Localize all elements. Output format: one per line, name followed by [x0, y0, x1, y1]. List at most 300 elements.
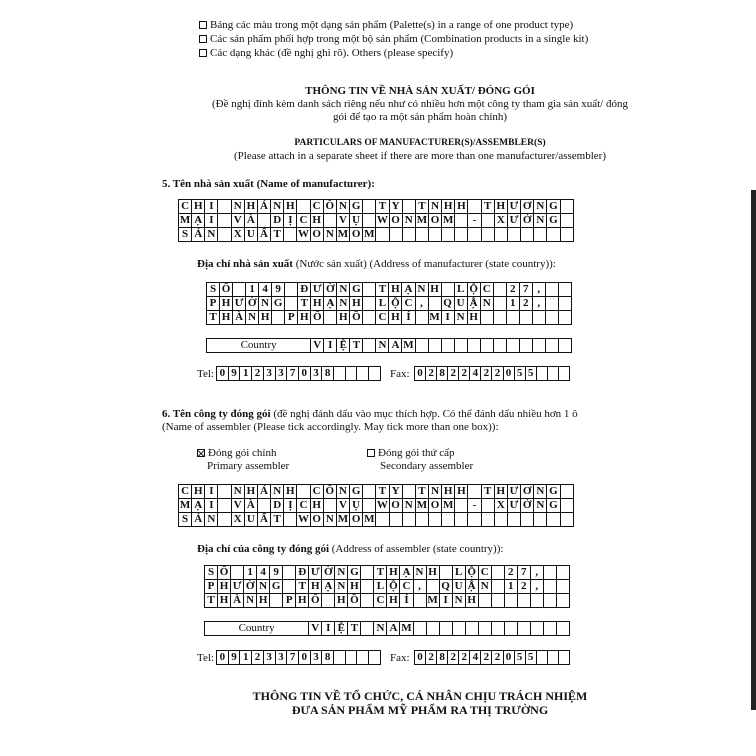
char-cell[interactable]: ,	[530, 566, 543, 580]
manufacturer-fax-grid[interactable]	[414, 366, 570, 381]
char-cell[interactable]: N	[335, 566, 348, 580]
char-cell[interactable]: 0	[298, 367, 310, 381]
char-cell[interactable]: N	[246, 311, 259, 325]
char-cell[interactable]: Ư	[311, 283, 324, 297]
char-cell[interactable]: N	[323, 513, 336, 527]
char-cell[interactable]: N	[337, 297, 350, 311]
char-cell[interactable]	[369, 651, 381, 665]
char-cell[interactable]: -	[468, 214, 481, 228]
char-cell[interactable]: H	[387, 566, 400, 580]
char-cell[interactable]: N	[271, 485, 284, 499]
char-cell[interactable]: T	[298, 297, 311, 311]
char-cell[interactable]	[547, 367, 558, 381]
char-cell[interactable]: L	[454, 283, 467, 297]
char-cell[interactable]	[532, 311, 545, 325]
char-cell[interactable]	[415, 311, 428, 325]
country-char-cell[interactable]: N	[376, 339, 389, 353]
char-cell[interactable]: 5	[514, 367, 525, 381]
char-cell[interactable]: Á	[257, 200, 270, 214]
char-cell[interactable]: 2	[519, 297, 532, 311]
char-cell[interactable]	[363, 499, 376, 513]
char-cell[interactable]: C	[480, 283, 493, 297]
country-char-cell[interactable]: M	[401, 622, 412, 634]
char-cell[interactable]: N	[428, 485, 441, 499]
char-cell[interactable]: M	[443, 214, 454, 226]
char-cell[interactable]: N	[413, 566, 426, 580]
char-cell[interactable]: G	[272, 297, 285, 311]
char-cell[interactable]	[543, 580, 556, 594]
char-cell[interactable]: 2	[504, 566, 517, 580]
char-cell[interactable]: C	[400, 580, 413, 594]
char-cell[interactable]: C	[179, 200, 192, 214]
char-cell[interactable]	[285, 297, 298, 311]
char-cell[interactable]	[547, 228, 560, 242]
char-cell[interactable]: H	[442, 200, 455, 214]
char-cell[interactable]	[521, 513, 534, 527]
char-cell[interactable]: Ư	[507, 499, 520, 513]
char-cell[interactable]: 3	[310, 367, 322, 381]
char-cell[interactable]	[491, 594, 504, 608]
country-char-cell[interactable]	[517, 622, 530, 636]
char-cell[interactable]: Ấ	[257, 228, 270, 242]
char-cell[interactable]: 1	[246, 283, 259, 297]
char-cell[interactable]: Ả	[192, 228, 205, 242]
char-cell[interactable]: 8	[322, 367, 334, 381]
char-cell[interactable]: Ư	[507, 214, 520, 228]
char-cell[interactable]: H	[455, 485, 468, 499]
char-cell[interactable]: Ị	[284, 214, 297, 228]
assembler-country-grid[interactable]	[204, 621, 570, 636]
char-cell[interactable]	[521, 228, 534, 242]
char-cell[interactable]: H	[192, 485, 205, 499]
country-char-cell[interactable]	[556, 622, 569, 636]
char-cell[interactable]	[547, 651, 558, 665]
char-cell[interactable]: I	[205, 200, 218, 214]
char-cell[interactable]: Ụ	[350, 499, 363, 513]
char-cell[interactable]: M	[364, 228, 375, 240]
char-cell[interactable]	[402, 485, 415, 499]
char-cell[interactable]	[402, 200, 415, 214]
option-others[interactable]	[199, 47, 453, 60]
char-cell[interactable]	[468, 228, 481, 242]
char-cell[interactable]	[556, 566, 569, 580]
char-cell[interactable]	[257, 214, 270, 228]
char-cell[interactable]: Ơ	[521, 485, 534, 499]
char-cell[interactable]	[545, 283, 558, 297]
option-others-checkbox[interactable]	[199, 49, 207, 57]
char-cell[interactable]: N	[231, 200, 244, 214]
char-cell[interactable]: C	[374, 594, 387, 608]
char-cell[interactable]: ,	[415, 297, 428, 311]
char-cell[interactable]: Ụ	[350, 214, 363, 228]
char-cell[interactable]	[297, 200, 310, 214]
char-cell[interactable]: H	[389, 311, 402, 325]
char-cell[interactable]: Ồ	[348, 594, 361, 608]
char-cell[interactable]: H	[220, 311, 233, 325]
char-cell[interactable]: T	[376, 485, 389, 499]
country-char-cell[interactable]: I	[322, 622, 335, 636]
char-cell[interactable]: P	[207, 297, 220, 311]
char-cell[interactable]	[426, 580, 439, 594]
char-cell[interactable]: G	[547, 214, 560, 228]
char-cell[interactable]	[478, 594, 491, 608]
char-cell[interactable]	[323, 499, 336, 513]
assembler-address-grid[interactable]	[204, 565, 570, 608]
char-cell[interactable]: 0	[415, 651, 426, 665]
char-cell[interactable]: L	[376, 297, 389, 311]
char-cell[interactable]: W	[376, 499, 388, 511]
char-cell[interactable]: M	[364, 513, 375, 525]
char-cell[interactable]: N	[534, 485, 547, 499]
char-cell[interactable]: N	[415, 283, 428, 297]
char-cell[interactable]: H	[244, 200, 257, 214]
char-cell[interactable]	[283, 580, 296, 594]
assembler-tel-grid[interactable]	[216, 650, 381, 665]
char-cell[interactable]: T	[271, 513, 284, 527]
char-cell[interactable]: N	[534, 200, 547, 214]
char-cell[interactable]: M	[337, 228, 349, 240]
char-cell[interactable]: H	[465, 594, 478, 608]
country-char-cell[interactable]	[467, 339, 480, 353]
country-char-cell[interactable]	[426, 622, 439, 636]
char-cell[interactable]	[545, 311, 558, 325]
char-cell[interactable]: Ạ	[400, 566, 413, 580]
char-cell[interactable]: H	[284, 485, 297, 499]
char-cell[interactable]: 2	[492, 651, 503, 665]
char-cell[interactable]: C	[310, 485, 323, 499]
char-cell[interactable]: G	[350, 200, 363, 214]
country-char-cell[interactable]	[532, 339, 545, 353]
char-cell[interactable]: ,	[530, 580, 543, 594]
char-cell[interactable]: H	[310, 499, 323, 513]
country-char-cell[interactable]	[361, 622, 374, 636]
char-cell[interactable]: V	[336, 499, 349, 513]
char-cell[interactable]: Ở	[521, 499, 534, 513]
char-cell[interactable]	[494, 513, 507, 527]
char-cell[interactable]: ,	[532, 283, 545, 297]
char-cell[interactable]	[415, 513, 428, 527]
char-cell[interactable]	[361, 580, 374, 594]
char-cell[interactable]: H	[259, 311, 272, 325]
country-char-cell[interactable]	[465, 622, 478, 636]
char-cell[interactable]: À	[244, 214, 257, 228]
char-cell[interactable]: H	[284, 200, 297, 214]
char-cell[interactable]	[536, 367, 547, 381]
char-cell[interactable]	[345, 651, 357, 665]
country-char-cell[interactable]	[504, 622, 517, 636]
char-cell[interactable]	[284, 228, 297, 242]
country-char-cell[interactable]	[441, 339, 454, 353]
char-cell[interactable]: H	[426, 566, 439, 580]
char-cell[interactable]: H	[387, 594, 400, 608]
option-combination[interactable]	[199, 33, 588, 46]
char-cell[interactable]: N	[534, 499, 547, 513]
char-cell[interactable]: H	[310, 214, 323, 228]
char-cell[interactable]: C	[297, 214, 310, 228]
char-cell[interactable]: S	[179, 228, 192, 242]
char-cell[interactable]: 1	[240, 651, 252, 665]
char-cell[interactable]	[558, 367, 569, 381]
char-cell[interactable]: 2	[252, 651, 264, 665]
country-char-cell[interactable]: Ệ	[337, 339, 350, 353]
country-char-cell[interactable]	[545, 339, 558, 353]
char-cell[interactable]: O	[350, 513, 363, 527]
char-cell[interactable]: 0	[415, 367, 426, 381]
char-cell[interactable]	[455, 499, 468, 513]
assembler-name-grid[interactable]	[178, 484, 574, 527]
char-cell[interactable]: T	[296, 580, 309, 594]
char-cell[interactable]: 2	[481, 651, 492, 665]
char-cell[interactable]: À	[233, 311, 246, 325]
char-cell[interactable]: W	[376, 214, 388, 226]
char-cell[interactable]	[376, 228, 389, 242]
char-cell[interactable]: M	[337, 513, 349, 525]
char-cell[interactable]: 3	[263, 651, 275, 665]
char-cell[interactable]: M	[427, 594, 438, 606]
char-cell[interactable]	[491, 580, 504, 594]
char-cell[interactable]: N	[402, 499, 415, 513]
char-cell[interactable]: I	[205, 485, 218, 499]
char-cell[interactable]	[534, 228, 547, 242]
char-cell[interactable]	[363, 214, 376, 228]
char-cell[interactable]: À	[244, 499, 257, 513]
char-cell[interactable]: T	[481, 485, 494, 499]
char-cell[interactable]	[547, 513, 560, 527]
char-cell[interactable]	[389, 513, 402, 527]
country-char-cell[interactable]	[415, 339, 428, 353]
char-cell[interactable]: C	[310, 200, 323, 214]
country-char-cell[interactable]	[478, 622, 491, 636]
char-cell[interactable]: 2	[459, 367, 470, 381]
char-cell[interactable]: Đ	[296, 566, 309, 580]
country-char-cell[interactable]	[428, 339, 441, 353]
char-cell[interactable]: H	[311, 297, 324, 311]
char-cell[interactable]: C	[402, 297, 415, 311]
char-cell[interactable]: H	[296, 594, 309, 608]
char-cell[interactable]: N	[534, 214, 547, 228]
char-cell[interactable]: Ị	[284, 499, 297, 513]
char-cell[interactable]: H	[455, 200, 468, 214]
char-cell[interactable]: G	[348, 566, 361, 580]
char-cell[interactable]: M	[416, 499, 428, 511]
char-cell[interactable]: U	[244, 228, 257, 242]
char-cell[interactable]: M	[416, 214, 428, 226]
country-char-cell[interactable]	[363, 339, 376, 353]
char-cell[interactable]: G	[547, 485, 560, 499]
char-cell[interactable]: 8	[437, 367, 448, 381]
char-cell[interactable]	[389, 228, 402, 242]
char-cell[interactable]: G	[270, 580, 283, 594]
char-cell[interactable]	[507, 513, 520, 527]
char-cell[interactable]: N	[257, 580, 270, 594]
char-cell[interactable]: 9	[272, 283, 285, 297]
char-cell[interactable]: M	[179, 499, 191, 511]
char-cell[interactable]: Ạ	[192, 499, 205, 513]
char-cell[interactable]: -	[468, 499, 481, 513]
char-cell[interactable]: N	[337, 283, 350, 297]
char-cell[interactable]	[428, 513, 441, 527]
char-cell[interactable]: U	[452, 580, 465, 594]
char-cell[interactable]	[257, 499, 270, 513]
option-palette-checkbox[interactable]	[199, 21, 207, 29]
char-cell[interactable]: O	[428, 499, 441, 513]
char-cell[interactable]: X	[231, 513, 244, 527]
char-cell[interactable]: Ạ	[402, 283, 415, 297]
char-cell[interactable]	[357, 367, 369, 381]
char-cell[interactable]	[218, 200, 231, 214]
char-cell[interactable]: G	[547, 200, 560, 214]
char-cell[interactable]: 0	[217, 651, 229, 665]
char-cell[interactable]	[558, 297, 571, 311]
char-cell[interactable]: 5	[514, 651, 525, 665]
char-cell[interactable]: 3	[275, 651, 287, 665]
char-cell[interactable]	[517, 594, 530, 608]
char-cell[interactable]	[218, 513, 231, 527]
primary-assembler-option[interactable]	[197, 447, 276, 460]
char-cell[interactable]	[439, 566, 452, 580]
char-cell[interactable]: H	[494, 485, 507, 499]
char-cell[interactable]	[218, 499, 231, 513]
country-char-cell[interactable]: I	[324, 339, 337, 353]
country-char-cell[interactable]	[543, 622, 556, 636]
char-cell[interactable]: U	[454, 297, 467, 311]
char-cell[interactable]: T	[376, 283, 389, 297]
char-cell[interactable]	[481, 214, 494, 228]
country-char-cell[interactable]	[506, 339, 519, 353]
char-cell[interactable]	[442, 513, 455, 527]
char-cell[interactable]: 3	[263, 367, 275, 381]
char-cell[interactable]: 1	[244, 566, 257, 580]
char-cell[interactable]: L	[452, 566, 465, 580]
char-cell[interactable]: S	[205, 566, 218, 580]
char-cell[interactable]: L	[374, 580, 387, 594]
char-cell[interactable]: H	[428, 283, 441, 297]
char-cell[interactable]	[345, 367, 357, 381]
char-cell[interactable]: G	[350, 485, 363, 499]
char-cell[interactable]: Ờ	[322, 566, 335, 580]
char-cell[interactable]	[504, 594, 517, 608]
char-cell[interactable]: H	[494, 200, 507, 214]
char-cell[interactable]: I	[439, 594, 452, 608]
char-cell[interactable]: 7	[287, 651, 299, 665]
char-cell[interactable]: C	[297, 499, 310, 513]
char-cell[interactable]: M	[179, 214, 191, 226]
char-cell[interactable]: O	[310, 513, 323, 527]
char-cell[interactable]: N	[323, 228, 336, 242]
char-cell[interactable]: O	[428, 214, 441, 228]
char-cell[interactable]: N	[231, 485, 244, 499]
char-cell[interactable]	[560, 214, 573, 228]
char-cell[interactable]	[536, 651, 547, 665]
char-cell[interactable]	[218, 485, 231, 499]
char-cell[interactable]: 7	[287, 367, 299, 381]
country-char-cell[interactable]: A	[389, 339, 402, 353]
char-cell[interactable]: 2	[448, 367, 459, 381]
char-cell[interactable]: W	[297, 513, 309, 525]
char-cell[interactable]: H	[442, 485, 455, 499]
char-cell[interactable]: N	[271, 200, 284, 214]
char-cell[interactable]	[415, 228, 428, 242]
char-cell[interactable]	[402, 228, 415, 242]
country-char-cell[interactable]: Ệ	[335, 622, 348, 636]
char-cell[interactable]	[361, 594, 374, 608]
char-cell[interactable]	[560, 485, 573, 499]
char-cell[interactable]: O	[310, 228, 323, 242]
char-cell[interactable]: N	[336, 485, 349, 499]
country-char-cell[interactable]: T	[348, 622, 361, 636]
char-cell[interactable]	[506, 311, 519, 325]
char-cell[interactable]: I	[441, 311, 454, 325]
char-cell[interactable]: 3	[310, 651, 322, 665]
char-cell[interactable]	[493, 297, 506, 311]
char-cell[interactable]: 9	[270, 566, 283, 580]
char-cell[interactable]: N	[428, 200, 441, 214]
char-cell[interactable]	[543, 594, 556, 608]
char-cell[interactable]: C	[478, 566, 491, 580]
char-cell[interactable]: T	[205, 594, 218, 608]
char-cell[interactable]	[334, 367, 346, 381]
char-cell[interactable]	[363, 297, 376, 311]
char-cell[interactable]	[481, 228, 494, 242]
char-cell[interactable]: Ơ	[521, 200, 534, 214]
primary-assembler-checkbox[interactable]	[197, 449, 205, 457]
char-cell[interactable]: X	[494, 214, 507, 228]
char-cell[interactable]: 1	[504, 580, 517, 594]
char-cell[interactable]	[428, 297, 441, 311]
char-cell[interactable]: H	[335, 594, 348, 608]
char-cell[interactable]: Ồ	[350, 311, 363, 325]
char-cell[interactable]: 3	[275, 367, 287, 381]
char-cell[interactable]: Ạ	[322, 580, 335, 594]
char-cell[interactable]: I	[205, 499, 218, 513]
char-cell[interactable]: H	[220, 297, 233, 311]
char-cell[interactable]: N	[452, 594, 465, 608]
char-cell[interactable]: Ư	[309, 566, 322, 580]
char-cell[interactable]: Ộ	[387, 580, 400, 594]
char-cell[interactable]	[323, 214, 336, 228]
manufacturer-country-grid[interactable]	[206, 338, 572, 353]
char-cell[interactable]	[283, 566, 296, 580]
char-cell[interactable]: 2	[448, 651, 459, 665]
char-cell[interactable]: Ờ	[244, 580, 257, 594]
char-cell[interactable]: 2	[459, 651, 470, 665]
char-cell[interactable]	[519, 311, 532, 325]
char-cell[interactable]: Ố	[220, 283, 233, 297]
char-cell[interactable]: O	[350, 228, 363, 242]
char-cell[interactable]: Ờ	[246, 297, 259, 311]
char-cell[interactable]: T	[271, 228, 284, 242]
char-cell[interactable]: 2	[426, 367, 437, 381]
country-char-cell[interactable]: V	[309, 622, 322, 636]
char-cell[interactable]: 2	[252, 367, 264, 381]
char-cell[interactable]	[468, 485, 481, 499]
char-cell[interactable]: H	[309, 580, 322, 594]
char-cell[interactable]: 0	[503, 651, 514, 665]
char-cell[interactable]: Ạ	[324, 297, 337, 311]
char-cell[interactable]: Y	[389, 485, 402, 499]
char-cell[interactable]: C	[179, 485, 192, 499]
char-cell[interactable]	[369, 367, 381, 381]
char-cell[interactable]: T	[376, 200, 389, 214]
char-cell[interactable]: O	[389, 499, 402, 513]
char-cell[interactable]: V	[336, 214, 349, 228]
char-cell[interactable]: 2	[426, 651, 437, 665]
country-char-cell[interactable]: V	[311, 339, 324, 353]
char-cell[interactable]: H	[244, 485, 257, 499]
char-cell[interactable]: T	[374, 566, 387, 580]
char-cell[interactable]: Ô	[323, 485, 336, 499]
country-char-cell[interactable]	[413, 622, 426, 636]
